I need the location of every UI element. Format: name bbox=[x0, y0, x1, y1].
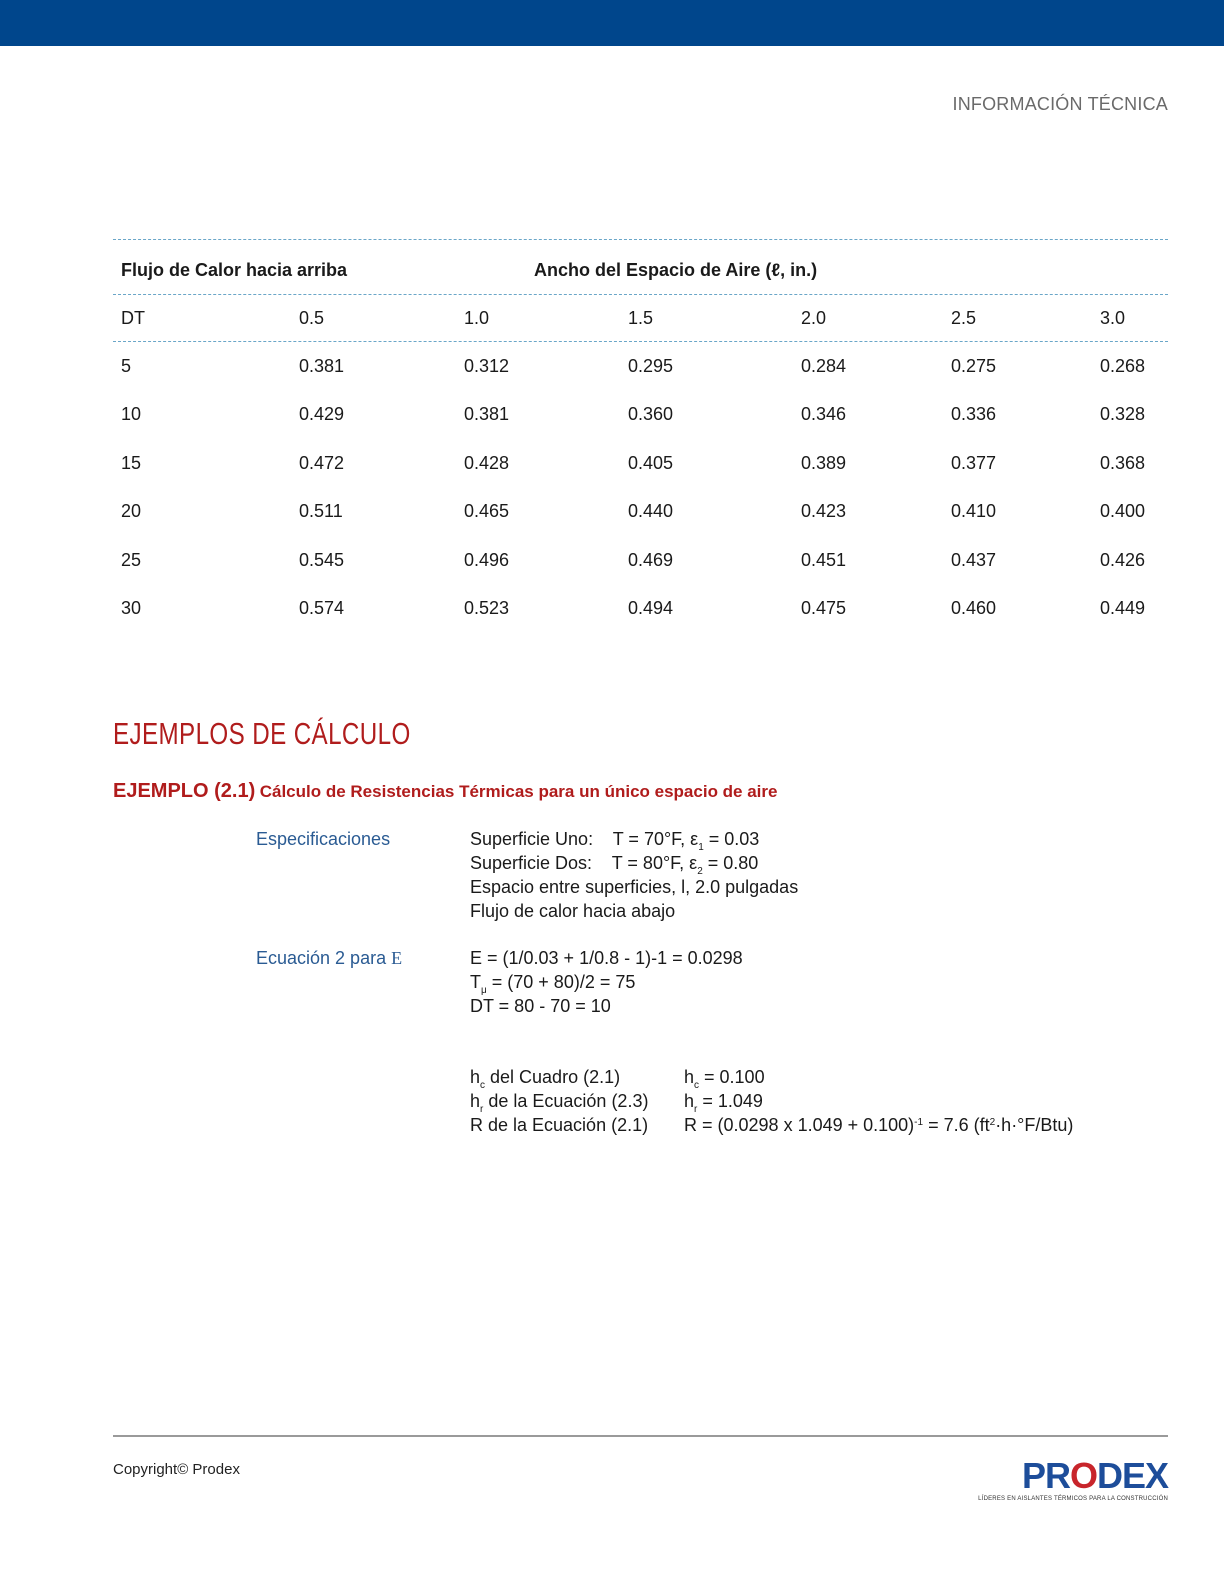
spec-surface-two bbox=[470, 853, 758, 877]
table-cell: 0.368 bbox=[1100, 452, 1146, 473]
table-cell: 0.460 bbox=[951, 598, 997, 619]
equation-label bbox=[256, 948, 402, 969]
table-cell: 0.440 bbox=[628, 501, 674, 522]
result-value: R = (0.0298 x 1.049 + 0.100) bbox=[684, 1115, 915, 1135]
table-cell: 0.295 bbox=[628, 355, 674, 376]
equation-line-2-symbol: T bbox=[470, 972, 481, 992]
subscript: 2 bbox=[697, 866, 703, 877]
spec-surface-one-value: = 0.03 bbox=[703, 829, 760, 849]
logo-part: DEX bbox=[1096, 1455, 1168, 1496]
table-row bbox=[113, 585, 1168, 634]
table-cell: 0.475 bbox=[801, 598, 847, 619]
table-title-row bbox=[113, 240, 1168, 294]
table-cell: 0.472 bbox=[299, 452, 345, 473]
row-dt-cell: 20 bbox=[121, 501, 142, 522]
row-dt-cell: 25 bbox=[121, 549, 142, 570]
table-cell: 0.465 bbox=[464, 501, 510, 522]
table-group-header: Ancho del Espacio de Aire (ℓ, in.) bbox=[534, 260, 818, 280]
table-cell: 0.346 bbox=[801, 404, 847, 425]
heat-transfer-table bbox=[113, 239, 1168, 633]
table-cell: 0.437 bbox=[951, 549, 997, 570]
example-title bbox=[113, 780, 777, 803]
symbol: h bbox=[684, 1067, 695, 1087]
row-dt-cell: 15 bbox=[121, 452, 142, 473]
table-cell: 0.410 bbox=[951, 501, 997, 522]
table-cell: 0.405 bbox=[628, 452, 674, 473]
result-value: = 1.049 bbox=[697, 1091, 763, 1111]
copyright-text: Copyright© Prodex bbox=[113, 1461, 240, 1478]
table-cell: 0.449 bbox=[1100, 598, 1146, 619]
table-cell: 0.360 bbox=[628, 404, 674, 425]
logo-part: PR bbox=[1021, 1455, 1070, 1496]
subscript: c bbox=[480, 1080, 486, 1091]
subscript: μ bbox=[481, 985, 487, 996]
specifications-label: Especificaciones bbox=[256, 829, 391, 849]
subscript: 1 bbox=[698, 842, 704, 853]
logo-wordmark bbox=[978, 1455, 1168, 1496]
row-dt-cell: 10 bbox=[121, 404, 142, 425]
column-header: DT bbox=[121, 307, 145, 328]
spec-surface-two-name: Superficie Dos: bbox=[470, 853, 593, 873]
equation-line-3: DT = 80 - 70 = 10 bbox=[470, 996, 611, 1016]
spec-surface-one-name: Superficie Uno: bbox=[470, 829, 594, 849]
equation-symbol: E bbox=[391, 948, 403, 968]
result-hc-label bbox=[470, 1067, 620, 1091]
table-cell: 0.381 bbox=[464, 404, 510, 425]
table-cell: 0.275 bbox=[951, 355, 997, 376]
footer-divider bbox=[113, 1435, 1168, 1437]
table-cell: 0.494 bbox=[628, 598, 674, 619]
result-value: = 7.6 (ft bbox=[923, 1115, 990, 1135]
column-header: 2.5 bbox=[951, 307, 977, 328]
symbol: h bbox=[470, 1091, 481, 1111]
table-cell: 0.268 bbox=[1100, 355, 1146, 376]
table-cell: 0.328 bbox=[1100, 404, 1146, 425]
equation-line-2-value: = (70 + 80)/2 = 75 bbox=[486, 972, 636, 992]
symbol: h bbox=[684, 1091, 695, 1111]
equation-line-2 bbox=[470, 972, 635, 996]
result-unit: ·h·°F/Btu) bbox=[995, 1115, 1074, 1135]
table-cell: 0.400 bbox=[1100, 501, 1146, 522]
equation-label-text: Ecuación 2 para bbox=[256, 948, 392, 968]
logo-tagline: LÍDERES EN AISLANTES TÉRMICOS PARA LA CONSTRUCCIÓN bbox=[978, 1496, 1168, 1502]
column-header: 3.0 bbox=[1100, 307, 1126, 328]
table-cell: 0.389 bbox=[801, 452, 847, 473]
result-text: del Cuadro (2.1) bbox=[485, 1067, 621, 1087]
example-description: Cálculo de Resistencias Térmicas para un único espacio de aire bbox=[259, 782, 778, 801]
table-cell: 0.336 bbox=[951, 404, 997, 425]
result-value: = 0.100 bbox=[699, 1067, 765, 1087]
table-cell: 0.523 bbox=[464, 598, 510, 619]
table-row bbox=[113, 536, 1168, 585]
table-cell: 0.312 bbox=[464, 355, 510, 376]
table-cell: 0.426 bbox=[1100, 549, 1146, 570]
superscript: 2 bbox=[989, 1117, 996, 1128]
example-label: EJEMPLO (2.1) bbox=[113, 780, 256, 802]
column-header: 0.5 bbox=[299, 307, 325, 328]
row-dt-cell: 5 bbox=[121, 355, 132, 376]
spec-gap: Espacio entre superficies, l, 2.0 pulgadas bbox=[470, 877, 799, 897]
symbol: h bbox=[470, 1067, 481, 1087]
table-cell: 0.428 bbox=[464, 452, 510, 473]
result-r-value bbox=[684, 1115, 1073, 1136]
table-header-row bbox=[113, 295, 1168, 341]
table-cell: 0.423 bbox=[801, 501, 847, 522]
superscript: -1 bbox=[914, 1117, 924, 1128]
equation-line-1: E = (1/0.03 + 1/0.8 - 1)-1 = 0.0298 bbox=[470, 948, 743, 968]
result-hr-value bbox=[684, 1091, 763, 1115]
table-row bbox=[113, 439, 1168, 488]
logo-part: O bbox=[1069, 1455, 1097, 1496]
spec-surface-one bbox=[470, 829, 759, 853]
table-row bbox=[113, 342, 1168, 391]
table-cell: 0.511 bbox=[299, 501, 343, 522]
column-header: 1.5 bbox=[628, 307, 654, 328]
result-hc-value bbox=[684, 1067, 765, 1091]
result-hr-label bbox=[470, 1091, 648, 1115]
top-header-bar bbox=[0, 0, 1224, 46]
column-header: 2.0 bbox=[801, 307, 827, 328]
spec-surface-two-eq: T = 80°F, ε bbox=[611, 853, 698, 873]
table-row bbox=[113, 488, 1168, 537]
table-cell: 0.574 bbox=[299, 598, 345, 619]
subscript: r bbox=[480, 1104, 484, 1115]
table-body bbox=[113, 342, 1168, 633]
row-dt-cell: 30 bbox=[121, 598, 142, 619]
subscript: r bbox=[694, 1104, 698, 1115]
table-cell: 0.381 bbox=[299, 355, 345, 376]
table-cell: 0.377 bbox=[951, 452, 997, 473]
spec-surface-two-value: = 0.80 bbox=[702, 853, 759, 873]
table-cell: 0.496 bbox=[464, 549, 510, 570]
prodex-logo bbox=[978, 1455, 1168, 1502]
spec-heat-flow: Flujo de calor hacia abajo bbox=[470, 901, 676, 921]
result-text: de la Ecuación (2.3) bbox=[483, 1091, 649, 1111]
spec-surface-one-eq: T = 70°F, ε bbox=[612, 829, 699, 849]
subscript: c bbox=[694, 1080, 700, 1091]
table-cell: 0.429 bbox=[299, 404, 345, 425]
column-header: 1.0 bbox=[464, 307, 490, 328]
table-cell: 0.469 bbox=[628, 549, 674, 570]
section-tag: INFORMACIÓN TÉCNICA bbox=[952, 94, 1168, 114]
table-cell: 0.545 bbox=[299, 549, 345, 570]
table-row bbox=[113, 391, 1168, 440]
table-cell: 0.451 bbox=[801, 549, 847, 570]
table-title: Flujo de Calor hacia arriba bbox=[121, 260, 348, 280]
result-r-label: R de la Ecuación (2.1) bbox=[470, 1115, 649, 1135]
section-title: EJEMPLOS DE CÁLCULO bbox=[113, 716, 411, 751]
table-cell: 0.284 bbox=[801, 355, 847, 376]
